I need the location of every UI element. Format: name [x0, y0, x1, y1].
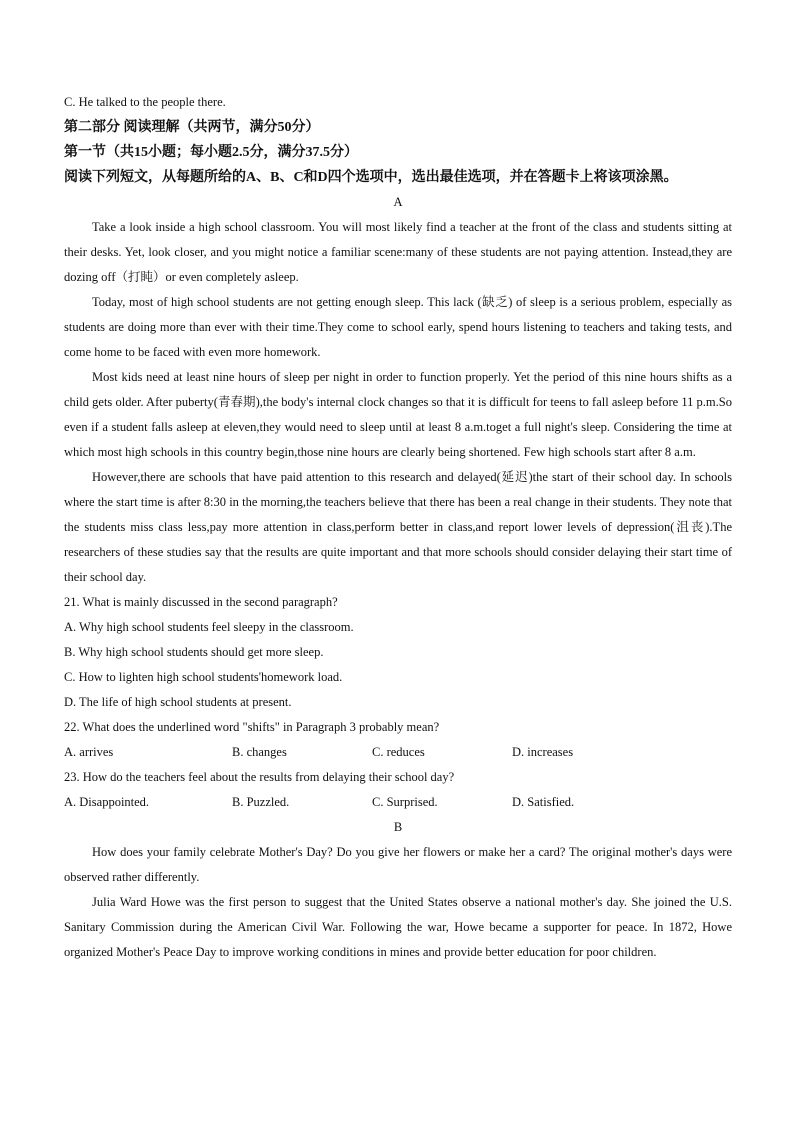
- passage-b-paragraph: How does your family celebrate Mother's Day? Do you give her flowers or make her a card? The original mother's days were observed rather differently.: [64, 845, 732, 884]
- passage-a-paragraph: Today, most of high school students are not getting enough sleep. This lack (缺乏) of sleep is a serious problem, especially as students are doing more than ever with their time.They come to school early, spend hours listening to teachers and taking tests, and come home to be faced with even more homework.: [64, 295, 732, 359]
- passage-a-paragraph: However,there are schools that have paid attention to this research and delayed(延迟)the start of their school day. In schools where the start time is after 8:30 in the morning,the teachers believe that there has been a real change in their students. They note that the students miss class less,pay more attention in class,perform better in class,and report lower levels of depression(沮丧).The researchers of these studies say that the results are quite important and that more schools should consider delaying their start time of their school day.: [64, 470, 732, 584]
- q22-option-a: A. arrives: [64, 745, 114, 759]
- part-heading: 第二部分 阅读理解（共两节，满分50分）: [64, 120, 320, 135]
- q21-option-b: B. Why high school students should get more sleep.: [64, 645, 324, 659]
- q23-options: [64, 790, 732, 815]
- section-heading: 第一节（共15小题；每小题2.5分，满分37.5分）: [64, 145, 358, 160]
- instructions: 阅读下列短文，从每题所给的A、B、C和D四个选项中，选出最佳选项，并在答题卡上将该项涂黑。: [64, 170, 678, 185]
- q21-option-d: D. The life of high school students at present.: [64, 695, 292, 709]
- q22-option-b: B. changes: [232, 745, 287, 759]
- q22-option-c: C. reduces: [372, 745, 425, 759]
- question-21: 21. What is mainly discussed in the second paragraph?: [64, 595, 338, 609]
- passage-a-paragraph: Take a look inside a high school classroom. You will most likely find a teacher at the front of the class and students sitting at their desks. Yet, look closer, and you might notice a familiar scene:many of these students are not paying attention. Instead,they are dozing off（打盹）or even completely asleep.: [64, 220, 732, 284]
- q23-option-a: A. Disappointed.: [64, 795, 150, 809]
- prior-question-option: C. He talked to the people there.: [64, 95, 226, 109]
- q23-option-b: B. Puzzled.: [232, 795, 290, 809]
- passage-a-label: A: [393, 195, 403, 209]
- q21-option-c: C. How to lighten high school students'homework load.: [64, 670, 343, 684]
- passage-b-label: B: [393, 820, 403, 834]
- question-23: 23. How do the teachers feel about the results from delaying their school day?: [64, 770, 455, 784]
- q22-options: [64, 740, 732, 765]
- q21-option-a: A. Why high school students feel sleepy in the classroom.: [64, 620, 354, 634]
- question-22: 22. What does the underlined word "shifts" in Paragraph 3 probably mean?: [64, 720, 440, 734]
- document-page: [64, 90, 732, 965]
- passage-a-paragraph: Most kids need at least nine hours of sleep per night in order to function properly. Yet the period of this nine hours shifts as a child gets older. After puberty(青春期),the body's internal clock changes so that it is difficult for teens to fall asleep before 11 p.m.So even if a student falls asleep at eleven,they would need to sleep until at least 8 a.m.toget a full night's sleep. Considering the time at which most high schools in this country begin,those nine hours are clearly being shortened. Few high schools start after 8 a.m.: [64, 370, 732, 459]
- passage-b-paragraph: Julia Ward Howe was the first person to suggest that the United States observe a national mother's day. She joined the U.S. Sanitary Commission during the American Civil War. Following the war, Howe became a supporter for peace. In 1872, Howe organized Mother's Peace Day to improve working conditions in mines and provide better education for poor children.: [64, 895, 732, 959]
- q23-option-c: C. Surprised.: [372, 795, 438, 809]
- q22-option-d: D. increases: [512, 745, 574, 759]
- q23-option-d: D. Satisfied.: [512, 795, 575, 809]
